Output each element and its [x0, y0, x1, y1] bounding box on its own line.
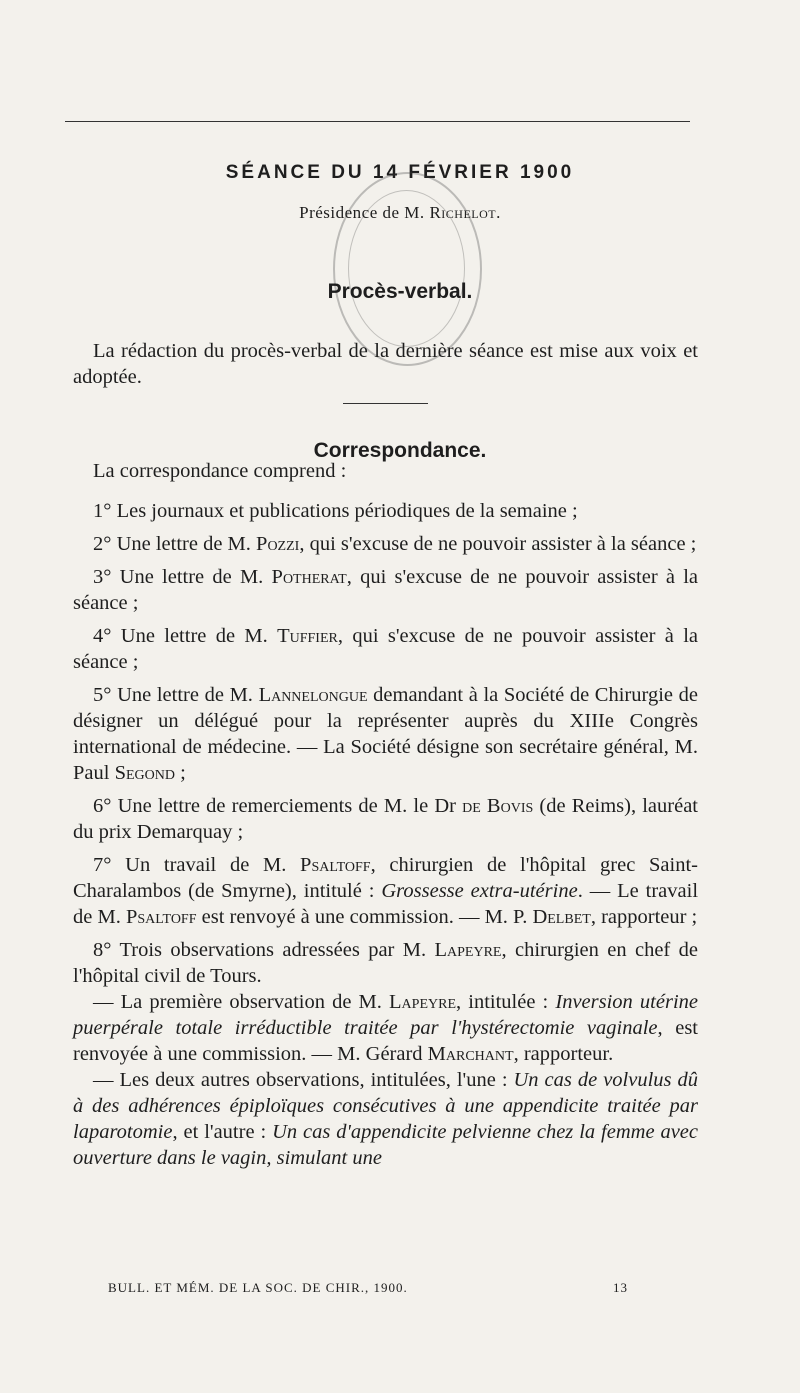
seance-title: SÉANCE DU 14 FÉVRIER 1900	[225, 162, 575, 183]
item-8	[73, 937, 698, 989]
item-8-text-b: , chirurgien en chef de l'hôpital civil de Tours.	[73, 939, 698, 987]
item-1: 1° Les journaux et publications périodiques de la semaine ;	[93, 500, 578, 522]
item-6-text-a: 6° Une lettre de remerciements de M. le Dr	[93, 795, 463, 817]
item-9-name: Lapeyre	[389, 991, 457, 1013]
item-6-name: de Bovis	[462, 795, 534, 817]
item-7-name-3: Delbet	[532, 906, 591, 928]
item-10-title-2: Un cas d'appendicite pelvienne chez la femme avec ouverture dans le vagin, simulant une	[73, 1121, 698, 1169]
item-2-name: Pozzi	[256, 533, 300, 555]
page-number: 13	[613, 1280, 628, 1295]
item-10-text-b: , et l'autre :	[172, 1121, 273, 1143]
item-9-title: Inversion utérine puerpérale totale irréductible traitée par l'hystérectomie vaginale	[73, 991, 698, 1039]
item-9-text-c: , est renvoyée à une commission. — M. Gérard	[73, 1017, 698, 1065]
proces-verbal-text: La rédaction du procès-verbal de la dernière séance est mise aux voix et adoptée.	[73, 340, 698, 388]
item-2	[73, 531, 698, 557]
item-5-text-b: demandant à la Société de Chirurgie de désigner un délégué pour la représenter auprès du XIIIe Congrès international de médecine. — La Société désigne son secrétaire général, M. Paul	[73, 684, 698, 784]
item-7-text-d: est renvoyé à une commission. — M. P.	[196, 906, 533, 928]
item-5	[73, 682, 698, 786]
presidence-suffix: .	[496, 203, 501, 222]
item-8-name: Lapeyre	[434, 939, 502, 961]
item-3-name: Potherat	[271, 566, 347, 588]
page-footer	[108, 1280, 628, 1296]
presidence-name: Richelot	[429, 203, 497, 222]
item-6	[73, 793, 698, 845]
item-4-text-b: , qui s'excuse de ne pouvoir assister à la séance ;	[73, 625, 699, 673]
item-3-text-b: , qui s'excuse de ne pouvoir assister à la séance ;	[73, 566, 699, 614]
item-9-name-2: Marchant	[427, 1043, 514, 1065]
item-7-name: Psaltoff	[300, 854, 371, 876]
item-9-text-a: — La première observation de M.	[93, 991, 390, 1013]
correspondance-intro: La correspondance comprend :	[93, 460, 347, 482]
item-10-title-1: Un cas de volvulus dû à des adhérences épiploïques consécutives à une appendicite traitée par laparotomie	[73, 1069, 698, 1143]
item-4-text-a: 4° Une lettre de M.	[93, 625, 278, 647]
item-2-text-b: , qui s'excuse de ne pouvoir assister à la séance ;	[299, 533, 697, 555]
item-2-text-a: 2° Une lettre de M.	[93, 533, 257, 555]
item-10	[73, 1067, 698, 1171]
item-7-text-c: . — Le travail de M.	[73, 880, 699, 928]
body-text	[73, 338, 698, 1171]
item-9	[73, 989, 698, 1067]
item-4	[73, 623, 698, 675]
presidence-prefix: Présidence de M.	[299, 203, 425, 222]
item-6-text-b: (de Reims), lauréat du prix Demarquay ;	[73, 795, 698, 843]
item-9-text-b: , intitulée :	[456, 991, 556, 1013]
item-5-name: Lannelongue	[258, 684, 368, 706]
item-7-text-a: 7° Un travail de M.	[93, 854, 301, 876]
proces-verbal-heading: Procès-verbal.	[327, 280, 473, 303]
item-7	[73, 852, 698, 930]
item-5-text-a: 5° Une lettre de M.	[93, 684, 259, 706]
item-8-text-a: 8° Trois observations adressées par M.	[93, 939, 435, 961]
correspondance-heading: Correspondance.	[313, 439, 487, 462]
item-7-text-e: , rapporteur ;	[590, 906, 698, 928]
item-3	[73, 564, 698, 616]
item-7-text-b: , chirurgien de l'hôpital grec Saint-Charalambos (de Smyrne), intitulé :	[73, 854, 698, 902]
item-4-name: Tuffier	[277, 625, 338, 647]
item-7-title: Grossesse extra-utérine	[381, 880, 578, 902]
item-5-name-2: Segond	[114, 762, 175, 784]
item-7-name-2: Psaltoff	[125, 906, 197, 928]
item-9-text-d: , rapporteur.	[513, 1043, 614, 1065]
footer-journal: BULL. ET MÉM. DE LA SOC. DE CHIR., 1900.	[108, 1280, 408, 1295]
top-rule	[65, 121, 690, 122]
library-stamp-inner	[348, 190, 465, 347]
item-5-text-c: ;	[174, 762, 186, 784]
item-3-text-a: 3° Une lettre de M.	[93, 566, 272, 588]
item-10-text-a: — Les deux autres observations, intitulées, l'une :	[93, 1069, 514, 1091]
